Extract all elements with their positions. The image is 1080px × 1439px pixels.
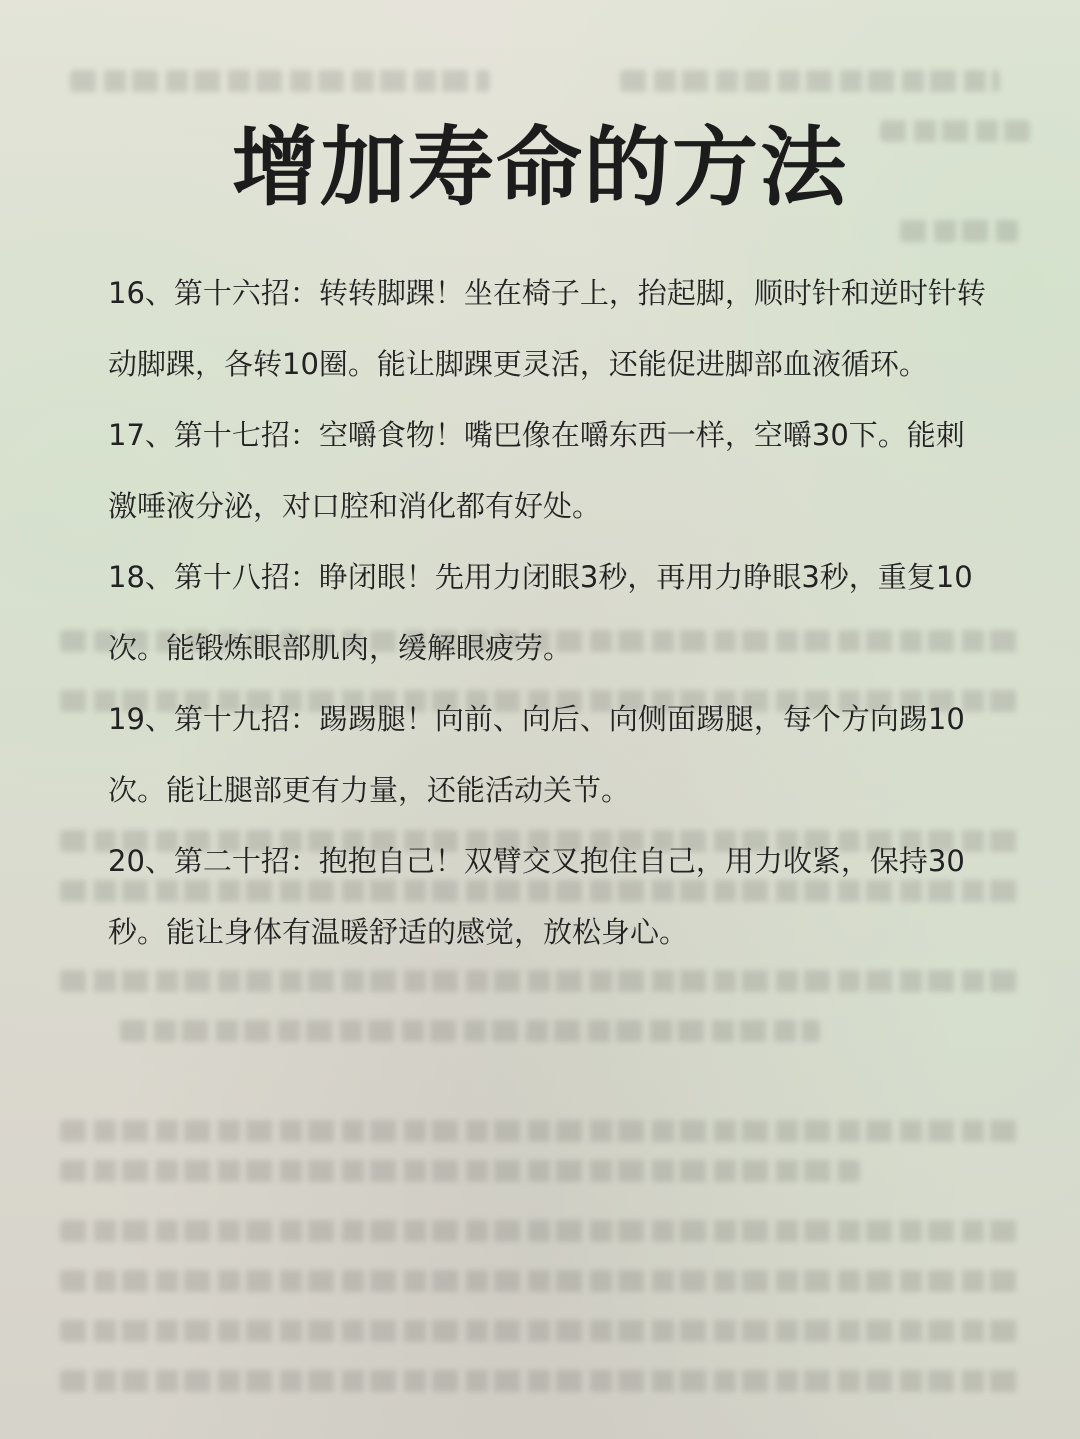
tips-list [108,258,988,968]
tip-19: 19、第十九招：踢踢腿！向前、向后、向侧面踢腿，每个方向踢10次。能让腿部更有力量，还能活动关节。 [108,702,965,807]
page-title: 增加寿命的方法 [232,118,848,218]
tip-18: 18、第十八招：睁闭眼！先用力闭眼3秒，再用力睁眼3秒，重复10次。能锻炼眼部肌肉，缓解眼疲劳。 [108,560,973,665]
tip-20: 20、第二十招：抱抱自己！双臂交叉抱住自己，用力收紧，保持30秒。能让身体有温暖舒适的感觉，放松身心。 [108,844,965,949]
tip-16: 16、第十六招：转转脚踝！坐在椅子上，抬起脚，顺时针和逆时针转动脚踝，各转10圈。能让脚踝更灵活，还能促进脚部血液循环。 [108,276,986,381]
tip-17: 17、第十七招：空嚼食物！嘴巴像在嚼东西一样，空嚼30下。能刺激唾液分泌，对口腔和消化都有好处。 [108,418,965,523]
